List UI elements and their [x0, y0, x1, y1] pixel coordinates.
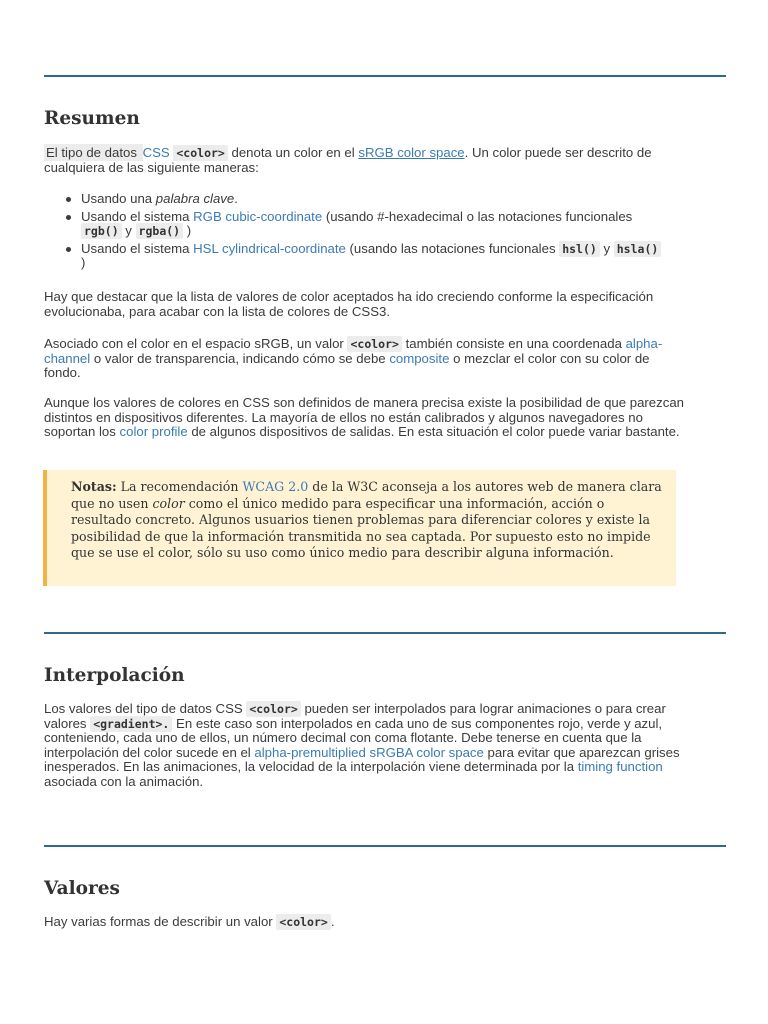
paragraph-text: pueden ser interpolados para lograr animaciones o para crear valores	[44, 701, 666, 731]
link-rgb-cubic-coordinate[interactable]: RGB cubic-coordinate	[193, 208, 323, 224]
paragraph-intro	[44, 146, 684, 175]
section-divider-interpolacion	[44, 632, 726, 634]
code-gradient: <gradient>.	[90, 716, 172, 732]
paragraph-text: Los valores del tipo de datos CSS	[44, 701, 247, 716]
note-text: como el único medido para especificar una información, acción o resultado concreto. Algunos usuarios tienen problemas para diferenciar colores y existe la posibilidad de que la información transmitida no sea captada. Por supuesto esto no impide que se use el color, sólo su uso como único medio para describir alguna información.	[71, 495, 651, 561]
paragraph-text: para evitar que aparezcan grises inesperados. En las animaciones, la velocidad de la interpolación viene determinada por la	[44, 744, 680, 775]
paragraph-valores	[44, 915, 684, 930]
note-text: La recomendación	[116, 479, 243, 494]
link-hsl-cylindrical-coordinate[interactable]: HSL cylindrical-coordinate	[193, 240, 346, 256]
ways-list	[44, 192, 664, 274]
list-item-text: y	[599, 240, 614, 256]
paragraph-text: En este caso son interpolados en cada uno de sus componentes rojo, verde y azul, conteniendo, cada uno de ellos, un número decimal con coma flotante. Debe tenerse en cuenta que la interpolación del color sucede en el	[44, 715, 663, 760]
paragraph-text: o valor de transparencia, indicando cómo se debe	[90, 350, 390, 366]
list-item-text: (usando #-hexadecimal o las notaciones funcionales	[322, 208, 633, 224]
note-box	[43, 470, 676, 586]
intro-text-2: denota un color en el	[227, 145, 359, 160]
code-color: <color>	[246, 701, 300, 717]
paragraph-interpolation	[44, 702, 680, 790]
link-timing-function[interactable]: timing function	[577, 759, 663, 775]
note-label: Notas:	[71, 479, 117, 494]
note-text: de la W3C aconseja a los autores web de manera clara que no usen	[71, 479, 662, 511]
list-item-text: )	[183, 223, 192, 239]
paragraph-text: o mezclar el color con su color de fondo.	[44, 350, 650, 381]
list-item-text: )	[81, 255, 86, 271]
code-rgb: rgb()	[81, 223, 122, 239]
code-rgba: rgba()	[136, 223, 184, 239]
heading-interpolacion: Interpolación	[44, 665, 185, 686]
list-item-text: (usando las notaciones funcionales	[345, 240, 560, 256]
note-emphasis: color	[152, 495, 185, 511]
intro-text-3: . Un color puede ser descrito de cualquiera de las siguiente maneras:	[44, 145, 652, 175]
paragraph-text: Asociado con el color en el espacio sRGB, un valor	[44, 336, 348, 351]
paragraph-text: .	[330, 914, 335, 929]
link-color-profile[interactable]: color profile	[119, 424, 188, 440]
list-item	[44, 210, 664, 239]
list-item-text: y	[121, 223, 136, 239]
intro-text-1: El tipo de datos	[46, 145, 141, 160]
paragraph-text: también consiste en una coordenada	[401, 336, 626, 351]
section-divider-resumen	[44, 75, 726, 77]
list-item-text: Usando una	[81, 191, 156, 206]
list-item	[44, 242, 664, 271]
paragraph-color-profile	[44, 396, 684, 440]
code-hsla: hsla()	[614, 241, 662, 257]
link-alpha-premultiplied[interactable]: alpha-premultiplied sRGBA color space	[254, 744, 484, 760]
link-css[interactable]: CSS	[142, 145, 170, 160]
link-composite[interactable]: composite	[389, 350, 450, 366]
paragraph-text: Hay varias formas de describir un valor	[44, 914, 277, 929]
paragraph-text: de algunos dispositivos de salidas. En esta situación el color puede variar bastante.	[187, 424, 680, 440]
link-alpha-channel[interactable]: alpha-channel	[44, 336, 663, 366]
code-color: <color>	[173, 145, 227, 161]
paragraph-text: Aunque los valores de colores en CSS son definidos de manera precisa existe la posibilidad de que parezcan distintos en dispositivos diferentes. La mayoría de ellos no están calibrados y algunos navegadores no soportan los	[44, 395, 684, 440]
list-item-text: Usando el sistema	[81, 208, 194, 224]
paragraph-alpha-channel	[44, 337, 684, 381]
link-wcag[interactable]: WCAG 2.0	[242, 479, 309, 494]
paragraph-text: asociada con la animación.	[44, 773, 204, 789]
list-item	[44, 192, 664, 207]
code-hsl: hsl()	[559, 241, 600, 257]
paragraph-css3-list: Hay que destacar que la lista de valores de color aceptados ha ido creciendo conforme la especificación evolucionaba, para acabar con la lista de colores de CSS3.	[44, 289, 654, 319]
heading-valores: Valores	[44, 878, 120, 899]
keyword-emphasis: palabra clave	[155, 191, 235, 206]
section-divider-valores	[44, 845, 726, 847]
list-item-text: .	[234, 191, 238, 206]
code-color: <color>	[347, 336, 401, 352]
list-item-text: Usando el sistema	[81, 240, 194, 256]
heading-resumen: Resumen	[44, 108, 140, 129]
link-srgb-color-space[interactable]: sRGB color space	[358, 145, 465, 160]
code-color: <color>	[276, 914, 330, 930]
